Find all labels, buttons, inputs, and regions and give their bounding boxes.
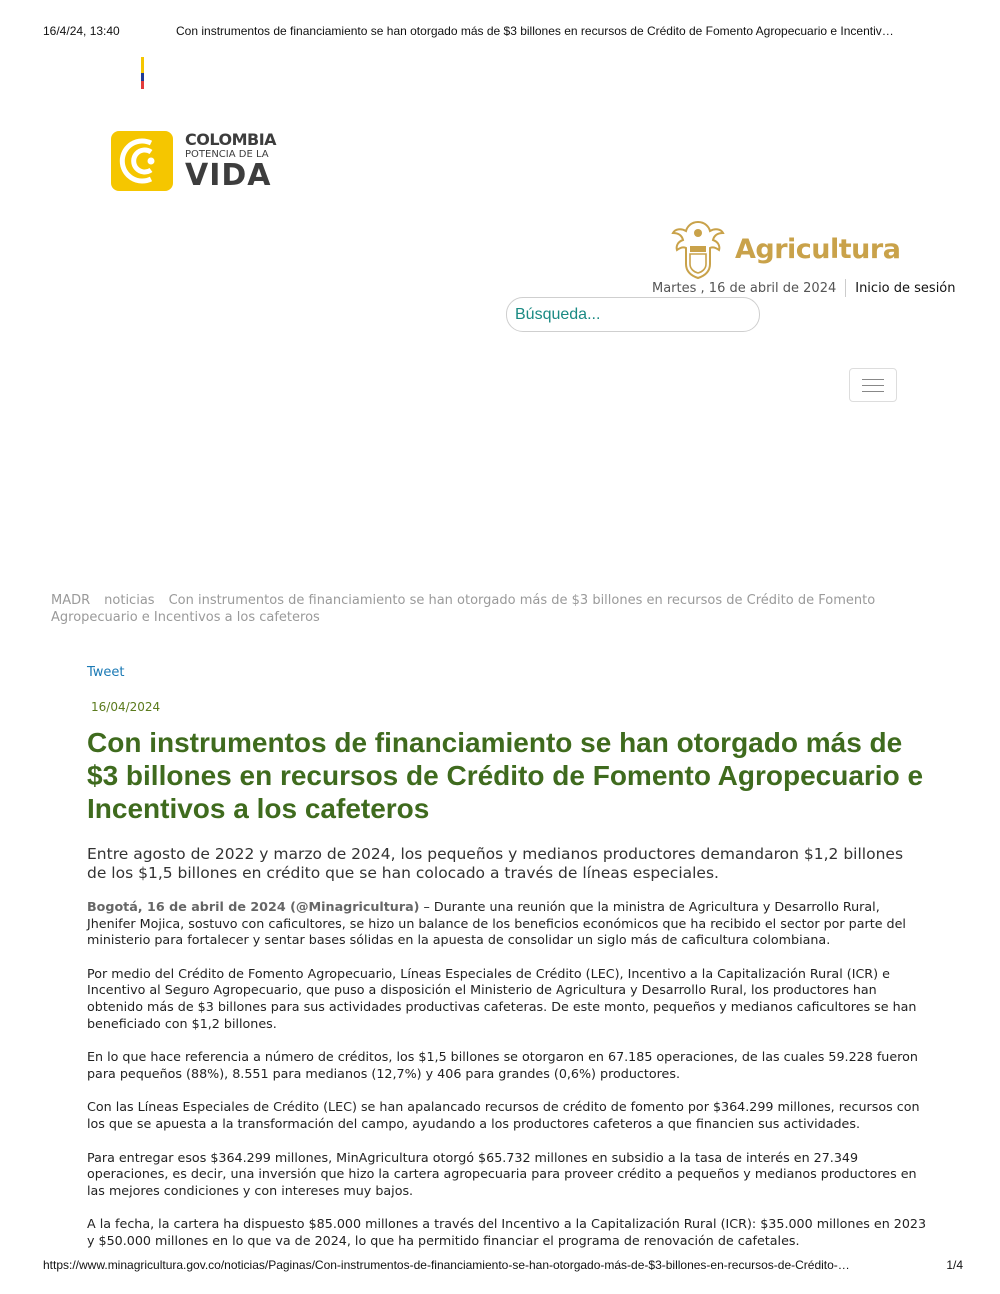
colombia-flag-bar [141, 57, 144, 89]
breadcrumb-current: Con instrumentos de financiamiento se han otorgado más de $3 billones en recursos de Crédito de Fomento Agropecuario e Incentivos a los cafeteros [51, 593, 876, 625]
article [87, 700, 927, 1267]
print-header [43, 24, 963, 38]
hamburger-menu-button[interactable] [849, 368, 897, 402]
menu-icon-line [862, 385, 884, 386]
article-dateline: Bogotá, 16 de abril de 2024 (@Minagricultura) [87, 899, 420, 914]
article-paragraph: Con las Líneas Especiales de Crédito (LEC) se han apalancado recursos de crédito de fomento por $364.299 millones, recursos con los que se apuesta a la transformación del campo, ayudando a los productores cafeteros a que financien sus actividades. [87, 1099, 920, 1131]
divider [845, 279, 846, 297]
print-datetime: 16/4/24, 13:40 [43, 24, 120, 38]
logo-line-potencia: POTENCIA DE LA [185, 148, 269, 160]
top-info-bar [652, 279, 956, 297]
article-paragraph: Por medio del Crédito de Fomento Agropecuario, Líneas Especiales de Crédito (LEC), Incentivo a la Capitalización Rural (ICR) e Incentivo al Seguro Agropecuario, que puso a disposición el Ministerio de Agricultura y Desarrollo Rural, los productores han obtenido más de $3 billones para sus actividades productivas cafeteras. De este monto, pequeños y medianos caficultores se han beneficiado con $1,2 billones. [87, 965, 917, 1031]
print-url: https://www.minagricultura.gov.co/noticias/Paginas/Con-instrumentos-de-financiamiento-se-han-otorgado-más-de-$3-billones-en-recursos-de-Crédito-… [43, 1258, 850, 1272]
article-paragraph [87, 899, 927, 949]
article-paragraph: En lo que hace referencia a número de créditos, los $1,5 billones se otorgaron en 67.185 operaciones, de las cuales 59.228 fueron para pequeños (88%), 8.551 para medianos (12,7%) y 406 para grandes (0,6%) productores. [87, 1049, 918, 1081]
article-paragraph-text: – Durante una reunión que la ministra de Agricultura y Desarrollo Rural, Jhenifer Mojica, sostuvo con caficultores, se hizo un balance de los beneficios económicos que ha recibido el sector por parte del ministerio para fortalecer y sentar bases sólidas en la apuesta de consolidar un siglo más de caficultura colombiana. [87, 899, 906, 948]
breadcrumb-item-noticias[interactable]: noticias [104, 593, 155, 608]
colombia-logo-icon [111, 131, 173, 191]
current-date: Martes , 16 de abril de 2024 [652, 280, 837, 296]
search-input[interactable] [506, 297, 760, 332]
tweet-share-link[interactable]: Tweet [87, 665, 125, 680]
menu-icon-line [862, 391, 884, 392]
article-date: 16/04/2024 [91, 700, 161, 714]
article-paragraph: A la fecha, la cartera ha dispuesto $85.000 millones a través del Incentivo a la Capitalización Rural (ICR): $35.000 millones en 2023 y $50.000 millones en lo que va de 2024, lo que ha permitido financiar el programa de renovación de cafetales. [87, 1216, 927, 1248]
breadcrumb [51, 592, 951, 626]
print-page-number: 1/4 [946, 1258, 963, 1272]
breadcrumb-item-madr[interactable]: MADR [51, 593, 91, 608]
article-title: Con instrumentos de financiamiento se han otorgado más de $3 billones en recursos de Crédito de Fomento Agropecuario e Incentivos a los cafeteros [87, 727, 924, 824]
menu-icon-line [862, 379, 884, 380]
agricultura-wordmark: Agricultura [735, 233, 901, 265]
article-paragraph: Para entregar esos $364.299 millones, MinAgricultura otorgó $65.732 millones en subsidio a la tasa de interés en 27.349 operaciones, es decir, una inversión que hizo la cartera agropecuaria para proveer crédito a pequeños y medianos productores en las mejores condiciones y con intereses muy bajos. [87, 1149, 917, 1198]
article-lead: Entre agosto de 2022 y marzo de 2024, los pequeños y medianos productores demandaron $1,2 billones de los $1,5 billones en crédito que se han colocado a través de líneas especiales. [87, 845, 904, 882]
coat-of-arms-icon [671, 218, 725, 280]
logo-line-vida: VIDA [185, 157, 272, 193]
colombia-potencia-logo[interactable] [111, 131, 276, 191]
agricultura-logo[interactable] [671, 218, 900, 280]
article-body [87, 899, 927, 1250]
print-footer [43, 1258, 963, 1272]
login-link[interactable]: Inicio de sesión [855, 280, 956, 296]
print-page-title: Con instrumentos de financiamiento se han otorgado más de $3 billones en recursos de Crédito de Fomento Agropecuario e Incentiv… [176, 24, 894, 38]
logo-line-colombia: COLOMBIA [185, 129, 277, 149]
